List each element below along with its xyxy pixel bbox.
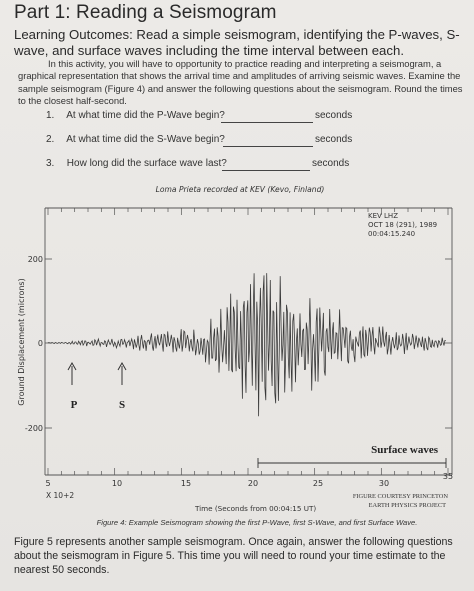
p-wave-label: P xyxy=(70,399,78,411)
y-axis-label: Ground Displacement (microns) xyxy=(17,278,26,406)
s-wave-label: S xyxy=(118,399,126,411)
surface-waves-bracket xyxy=(258,458,446,468)
question-1-number: 1. xyxy=(46,110,55,121)
question-3-text: How long did the surface wave last? xyxy=(66,158,227,169)
x-tick-35: 35 xyxy=(442,472,454,481)
x-tick-10: 10 xyxy=(111,479,123,488)
question-3-unit: seconds xyxy=(312,158,350,169)
bottom-tick-marks xyxy=(48,468,448,475)
question-1-text: At what time did the P-Wave begin? xyxy=(66,110,225,121)
question-1-unit: seconds xyxy=(315,110,353,121)
closing-paragraph: Figure 5 represents another sample seismogram. Once again, answer the following questions about the seismogram in Figure 5. This time you will need to round your time estimate to the nearest 50 seconds. xyxy=(14,536,453,576)
x-tick-15: 15 xyxy=(180,479,192,488)
courtesy-line-2: EARTH PHYSICS PROJECT xyxy=(368,502,446,509)
seismogram-figure xyxy=(0,170,474,516)
page-title: Part 1: Reading a Seismogram xyxy=(14,2,277,23)
figure-title: Loma Prieta recorded at KEV (Kevo, Finland) xyxy=(155,185,325,194)
y-tick-200: 200 xyxy=(27,255,43,264)
station-line-1: KEV LHZ xyxy=(368,212,398,220)
question-2-answer-blank[interactable] xyxy=(223,146,313,147)
y-axis xyxy=(25,255,452,433)
x-tick-25: 25 xyxy=(312,479,324,488)
p-wave-marker xyxy=(68,363,78,411)
question-2-text: At what time did the S-Wave begin? xyxy=(66,134,225,145)
seismogram-trace xyxy=(48,273,446,416)
x-axis xyxy=(45,472,453,488)
station-line-3: 00:04:15.240 xyxy=(368,230,416,238)
question-1-answer-blank[interactable] xyxy=(221,122,313,123)
question-3 xyxy=(46,158,227,169)
question-1 xyxy=(46,110,225,121)
station-line-2: OCT 18 (291), 1989 xyxy=(368,221,438,229)
s-wave-marker xyxy=(118,363,126,411)
x-tick-5: 5 xyxy=(45,479,51,488)
x-multiplier: X 10+2 xyxy=(46,491,75,500)
learning-outcomes: Learning Outcomes: Read a simple seismogram, identifying the P-waves, S-wave, and surface waves including the time interval between each. xyxy=(14,27,460,58)
figure-caption: Figure 4: Example Seismogram showing the first P-Wave, first S-Wave, and first Surface Wave. xyxy=(96,518,418,527)
question-2-unit: seconds xyxy=(315,134,353,145)
x-tick-20: 20 xyxy=(247,479,259,488)
x-tick-30: 30 xyxy=(378,479,390,488)
surface-waves-label: Surface waves xyxy=(371,444,438,456)
courtesy-line-1: FIGURE COURTESY PRINCETON xyxy=(352,493,448,500)
y-tick-neg200: -200 xyxy=(24,424,43,433)
y-tick-0: 0 xyxy=(37,339,43,348)
x-axis-label: Time (Seconds from 00:04:15 UT) xyxy=(195,504,317,513)
question-3-number: 3. xyxy=(46,158,55,169)
intro-paragraph: In this activity, you will have to opportunity to practice reading and interpreting a seismogram, a graphical representation that shows the arrival time and amplitudes of arriving seismic waves. Examine the sample seismogram (Figure 4) and answer the following questions about the seismogram. Round the times to the closest half-second. xyxy=(18,58,463,107)
question-2 xyxy=(46,134,225,145)
question-2-number: 2. xyxy=(46,134,55,145)
